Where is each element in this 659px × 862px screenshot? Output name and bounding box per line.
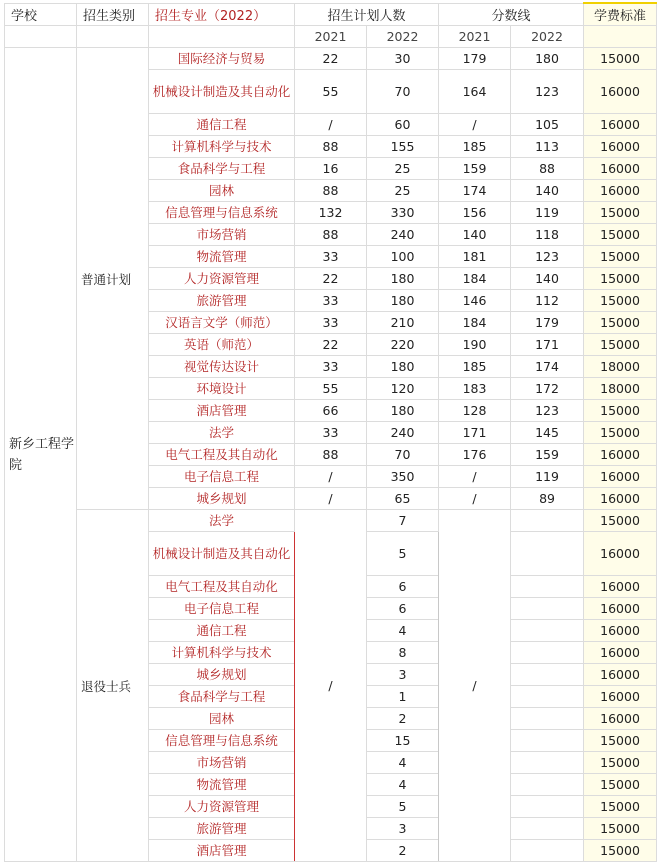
tuition-fee: 16000 — [584, 708, 657, 730]
score-2021: / — [439, 466, 511, 488]
tuition-fee: 18000 — [584, 356, 657, 378]
tuition-fee: 16000 — [584, 488, 657, 510]
major-name: 人力资源管理 — [149, 796, 295, 818]
score-2021: 171 — [439, 422, 511, 444]
fee-blank — [584, 26, 657, 48]
major-name: 物流管理 — [149, 774, 295, 796]
tuition-fee: 16000 — [584, 620, 657, 642]
plan-2022: 3 — [367, 818, 439, 840]
year-row — [5, 26, 657, 48]
score-2022: 159 — [511, 444, 584, 466]
plan-2022: 2 — [367, 840, 439, 862]
score-2021: 184 — [439, 268, 511, 290]
tuition-fee: 15000 — [584, 818, 657, 840]
header-fee: 学费标准 — [584, 3, 657, 26]
score-2022: 123 — [511, 70, 584, 114]
plan-2022: 5 — [367, 796, 439, 818]
major-name: 机械设计制造及其自动化 — [149, 70, 295, 114]
score-2021-merged: / — [439, 510, 511, 862]
major-name: 通信工程 — [149, 620, 295, 642]
tuition-fee: 15000 — [584, 312, 657, 334]
score-2022 — [511, 730, 584, 752]
score-2022: 180 — [511, 48, 584, 70]
plan-2022: 25 — [367, 180, 439, 202]
tuition-fee: 15000 — [584, 246, 657, 268]
plan-2021: / — [295, 488, 367, 510]
plan-2022: 3 — [367, 664, 439, 686]
header-row — [5, 3, 657, 26]
major-name: 汉语言文学（师范） — [149, 312, 295, 334]
score-2021: 128 — [439, 400, 511, 422]
table-body — [5, 3, 657, 862]
score-2022: 172 — [511, 378, 584, 400]
major-name: 市场营销 — [149, 752, 295, 774]
plan-2022: 240 — [367, 422, 439, 444]
tuition-fee: 16000 — [584, 532, 657, 576]
score-2022: 113 — [511, 136, 584, 158]
plan-2022: 180 — [367, 356, 439, 378]
score-2022 — [511, 576, 584, 598]
major-name: 园林 — [149, 708, 295, 730]
plan-2021: 33 — [295, 422, 367, 444]
major-name: 食品科学与工程 — [149, 686, 295, 708]
plan-2022: 70 — [367, 444, 439, 466]
plan-2022: 4 — [367, 774, 439, 796]
score-2022 — [511, 642, 584, 664]
score-2021: / — [439, 488, 511, 510]
major-name: 酒店管理 — [149, 400, 295, 422]
plan-2021: / — [295, 466, 367, 488]
plan-2022: 4 — [367, 752, 439, 774]
score-2021: 156 — [439, 202, 511, 224]
plan-2021: 55 — [295, 70, 367, 114]
major-name: 通信工程 — [149, 114, 295, 136]
major-name: 电子信息工程 — [149, 598, 295, 620]
score-2022: 171 — [511, 334, 584, 356]
major-name: 国际经济与贸易 — [149, 48, 295, 70]
tuition-fee: 15000 — [584, 224, 657, 246]
plan-2021: 33 — [295, 356, 367, 378]
plan-2022: 2 — [367, 708, 439, 730]
score-2022: 123 — [511, 246, 584, 268]
tuition-fee: 16000 — [584, 576, 657, 598]
score-2021: 185 — [439, 356, 511, 378]
plan-2022: 70 — [367, 70, 439, 114]
tuition-fee: 16000 — [584, 158, 657, 180]
score-2021: 140 — [439, 224, 511, 246]
plan-2021: 22 — [295, 48, 367, 70]
major-name: 英语（师范） — [149, 334, 295, 356]
score-2022: 119 — [511, 466, 584, 488]
major-name: 电子信息工程 — [149, 466, 295, 488]
major-name: 市场营销 — [149, 224, 295, 246]
score-2022: 140 — [511, 180, 584, 202]
tuition-fee: 15000 — [584, 840, 657, 862]
score-2022: 119 — [511, 202, 584, 224]
plan-2022: 180 — [367, 400, 439, 422]
score-2022 — [511, 510, 584, 532]
major-name: 园林 — [149, 180, 295, 202]
tuition-fee: 16000 — [584, 642, 657, 664]
plan-2022: 8 — [367, 642, 439, 664]
plan-2021: 88 — [295, 224, 367, 246]
plan-2022: 240 — [367, 224, 439, 246]
plan-2021: 22 — [295, 268, 367, 290]
major-name: 视觉传达设计 — [149, 356, 295, 378]
plan-2021: 88 — [295, 136, 367, 158]
category-general: 普通计划 — [77, 48, 149, 510]
admissions-table — [4, 2, 657, 862]
score-2022: 145 — [511, 422, 584, 444]
major-name: 酒店管理 — [149, 840, 295, 862]
plan-2022: 180 — [367, 290, 439, 312]
plan-2022: 6 — [367, 598, 439, 620]
plan-2022: 5 — [367, 532, 439, 576]
header-school: 学校 — [5, 3, 77, 26]
score-2022 — [511, 796, 584, 818]
tuition-fee: 18000 — [584, 378, 657, 400]
header-category: 招生类别 — [77, 3, 149, 26]
major-name: 机械设计制造及其自动化 — [149, 532, 295, 576]
score-2022: 105 — [511, 114, 584, 136]
score-2022 — [511, 664, 584, 686]
major-name: 法学 — [149, 510, 295, 532]
score-2022: 123 — [511, 400, 584, 422]
score-2022 — [511, 840, 584, 862]
score-2021: 185 — [439, 136, 511, 158]
plan-2022: 7 — [367, 510, 439, 532]
score-2021: 174 — [439, 180, 511, 202]
score-2022: 118 — [511, 224, 584, 246]
score-2022: 112 — [511, 290, 584, 312]
table-row — [5, 510, 657, 532]
tuition-fee: 15000 — [584, 48, 657, 70]
plan-2022: 1 — [367, 686, 439, 708]
score-2021: 184 — [439, 312, 511, 334]
tuition-fee: 16000 — [584, 466, 657, 488]
major-name: 电气工程及其自动化 — [149, 444, 295, 466]
tuition-fee: 16000 — [584, 70, 657, 114]
major-name: 人力资源管理 — [149, 268, 295, 290]
header-major: 招生专业（2022） — [149, 3, 295, 26]
score-2022: 174 — [511, 356, 584, 378]
tuition-fee: 16000 — [584, 444, 657, 466]
major-name: 法学 — [149, 422, 295, 444]
plan-2022-header: 2022 — [367, 26, 439, 48]
score-2021: 146 — [439, 290, 511, 312]
major-name: 食品科学与工程 — [149, 158, 295, 180]
tuition-fee: 15000 — [584, 400, 657, 422]
plan-2022: 120 — [367, 378, 439, 400]
major-name: 旅游管理 — [149, 818, 295, 840]
tuition-fee: 15000 — [584, 290, 657, 312]
major-name: 信息管理与信息系统 — [149, 202, 295, 224]
score-2022 — [511, 774, 584, 796]
tuition-fee: 15000 — [584, 202, 657, 224]
plan-2022: 330 — [367, 202, 439, 224]
year-row-blank — [5, 26, 77, 48]
major-name: 旅游管理 — [149, 290, 295, 312]
year-row-blank — [149, 26, 295, 48]
plan-2022: 60 — [367, 114, 439, 136]
header-score: 分数线 — [439, 3, 584, 26]
score-2022 — [511, 818, 584, 840]
score-2021: / — [439, 114, 511, 136]
plan-2021-header: 2021 — [295, 26, 367, 48]
tuition-fee: 15000 — [584, 752, 657, 774]
major-name: 城乡规划 — [149, 488, 295, 510]
school-name: 新乡工程学院 — [5, 48, 77, 862]
category-veteran: 退役士兵 — [77, 510, 149, 862]
plan-2021: 16 — [295, 158, 367, 180]
plan-2021: / — [295, 114, 367, 136]
score-2022: 179 — [511, 312, 584, 334]
plan-2021: 55 — [295, 378, 367, 400]
plan-2022: 6 — [367, 576, 439, 598]
tuition-fee: 16000 — [584, 686, 657, 708]
tuition-fee: 15000 — [584, 796, 657, 818]
score-2022: 89 — [511, 488, 584, 510]
score-2022-header: 2022 — [511, 26, 584, 48]
plan-2021-merged: / — [295, 510, 367, 862]
major-name: 物流管理 — [149, 246, 295, 268]
plan-2022: 30 — [367, 48, 439, 70]
plan-2021: 88 — [295, 180, 367, 202]
score-2022: 140 — [511, 268, 584, 290]
score-2022: 88 — [511, 158, 584, 180]
plan-2021: 22 — [295, 334, 367, 356]
plan-2021: 33 — [295, 312, 367, 334]
tuition-fee: 15000 — [584, 774, 657, 796]
plan-2021: 66 — [295, 400, 367, 422]
year-row-blank — [77, 26, 149, 48]
header-plan: 招生计划人数 — [295, 3, 439, 26]
tuition-fee: 16000 — [584, 598, 657, 620]
major-name: 信息管理与信息系统 — [149, 730, 295, 752]
score-2022 — [511, 686, 584, 708]
plan-2022: 4 — [367, 620, 439, 642]
table-row — [5, 48, 657, 70]
score-2022 — [511, 708, 584, 730]
plan-2021: 88 — [295, 444, 367, 466]
tuition-fee: 15000 — [584, 730, 657, 752]
plan-2022: 220 — [367, 334, 439, 356]
tuition-fee: 16000 — [584, 180, 657, 202]
score-2021: 183 — [439, 378, 511, 400]
major-name: 计算机科学与技术 — [149, 642, 295, 664]
score-2021: 164 — [439, 70, 511, 114]
score-2021-header: 2021 — [439, 26, 511, 48]
score-2021: 179 — [439, 48, 511, 70]
plan-2022: 210 — [367, 312, 439, 334]
tuition-fee: 15000 — [584, 334, 657, 356]
plan-2021: 33 — [295, 290, 367, 312]
plan-2022: 15 — [367, 730, 439, 752]
tuition-fee: 15000 — [584, 268, 657, 290]
plan-2021: 33 — [295, 246, 367, 268]
major-name: 计算机科学与技术 — [149, 136, 295, 158]
score-2021: 190 — [439, 334, 511, 356]
plan-2022: 155 — [367, 136, 439, 158]
plan-2022: 65 — [367, 488, 439, 510]
plan-2021: 132 — [295, 202, 367, 224]
score-2022 — [511, 752, 584, 774]
major-name: 环境设计 — [149, 378, 295, 400]
plan-2022: 25 — [367, 158, 439, 180]
plan-2022: 100 — [367, 246, 439, 268]
major-name: 电气工程及其自动化 — [149, 576, 295, 598]
score-2022 — [511, 532, 584, 576]
plan-2022: 180 — [367, 268, 439, 290]
score-2022 — [511, 598, 584, 620]
plan-2022: 350 — [367, 466, 439, 488]
major-name: 城乡规划 — [149, 664, 295, 686]
tuition-fee: 16000 — [584, 136, 657, 158]
score-2022 — [511, 620, 584, 642]
tuition-fee: 15000 — [584, 422, 657, 444]
score-2021: 181 — [439, 246, 511, 268]
tuition-fee: 16000 — [584, 114, 657, 136]
score-2021: 159 — [439, 158, 511, 180]
tuition-fee: 16000 — [584, 664, 657, 686]
score-2021: 176 — [439, 444, 511, 466]
tuition-fee: 15000 — [584, 510, 657, 532]
